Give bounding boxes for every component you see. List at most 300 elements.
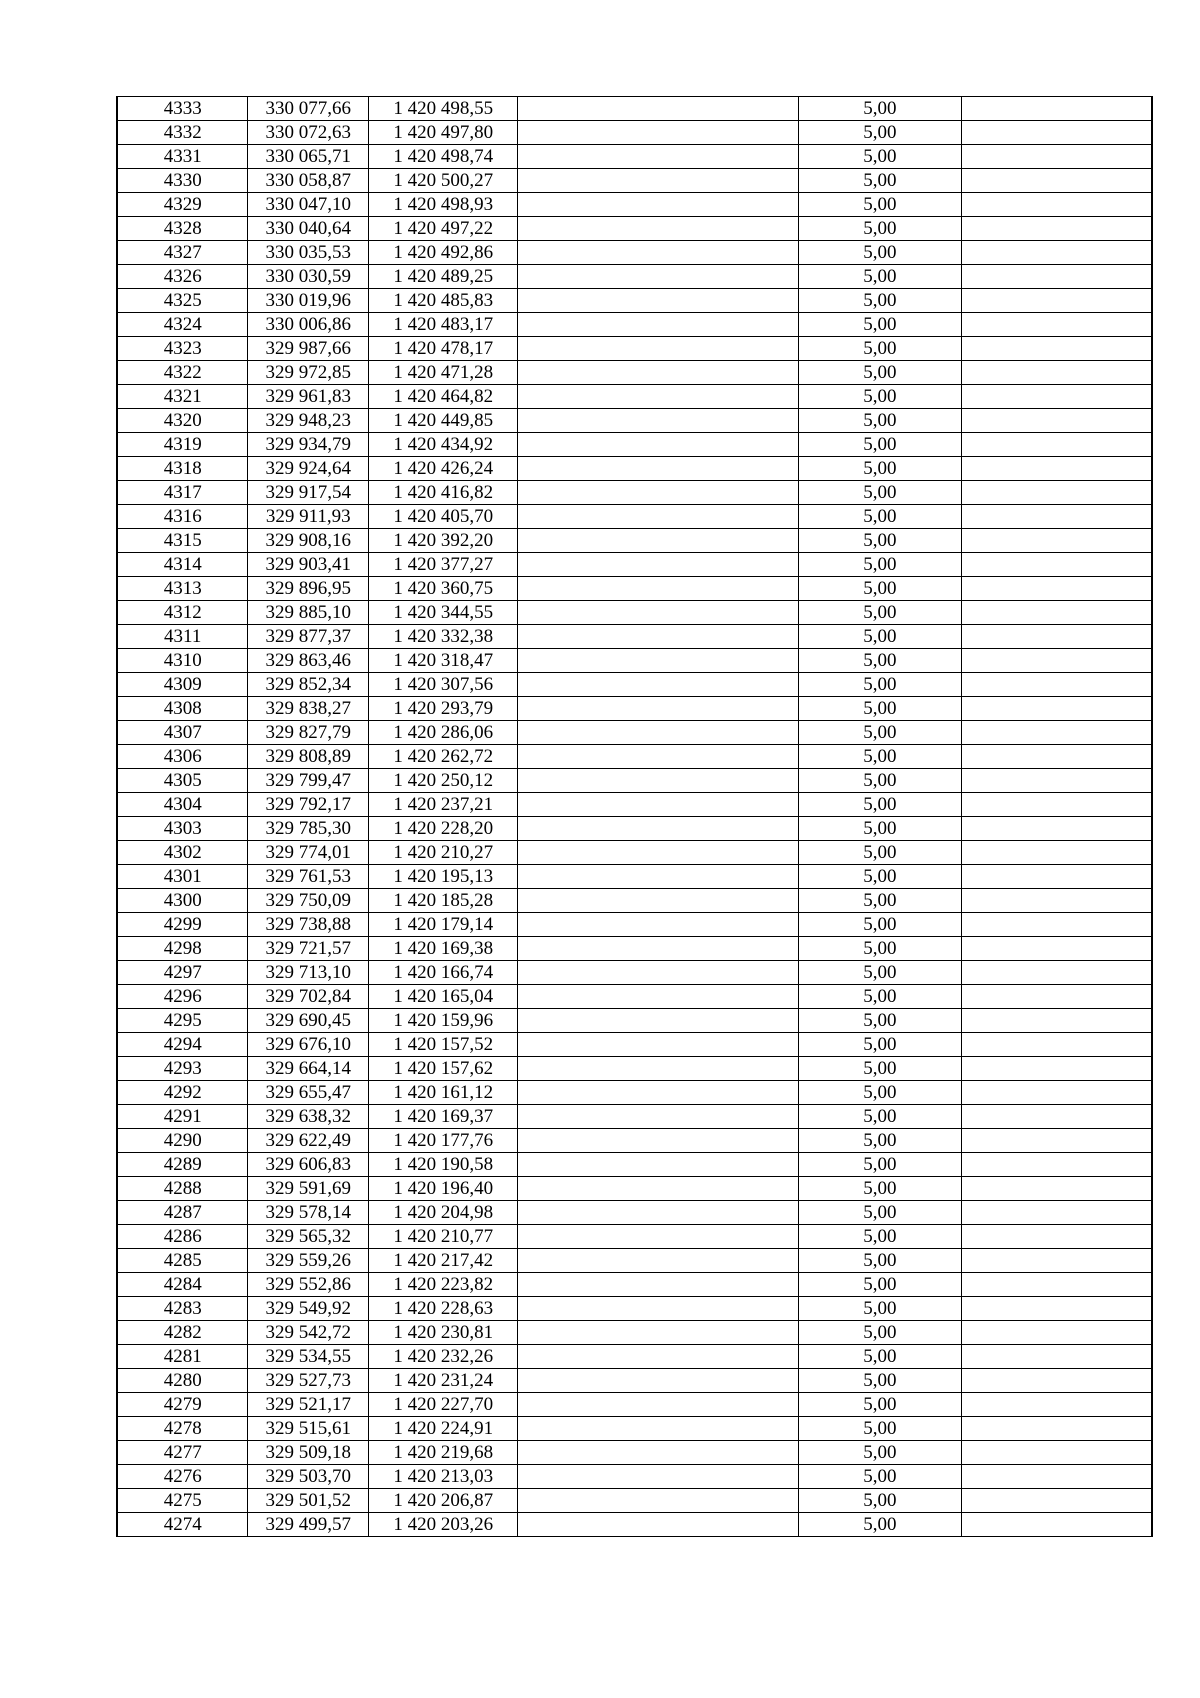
- x-coordinate-cell: 329 552,86: [248, 1273, 369, 1297]
- table-row: [117, 649, 1152, 673]
- empty-cell: [962, 1177, 1152, 1201]
- table-row: [117, 1393, 1152, 1417]
- value-cell: 5,00: [798, 985, 962, 1009]
- table-row: [117, 241, 1152, 265]
- table-row: [117, 457, 1152, 481]
- x-coordinate-cell: 329 702,84: [248, 985, 369, 1009]
- empty-cell: [962, 265, 1152, 289]
- y-coordinate-cell: 1 420 228,63: [369, 1297, 518, 1321]
- empty-cell: [518, 1177, 798, 1201]
- table-row: [117, 169, 1152, 193]
- empty-cell: [962, 409, 1152, 433]
- empty-cell: [962, 121, 1152, 145]
- value-cell: 5,00: [798, 505, 962, 529]
- x-coordinate-cell: 329 827,79: [248, 721, 369, 745]
- y-coordinate-cell: 1 420 250,12: [369, 769, 518, 793]
- point-number-cell: 4277: [117, 1441, 248, 1465]
- point-number-cell: 4316: [117, 505, 248, 529]
- empty-cell: [962, 1105, 1152, 1129]
- empty-cell: [518, 145, 798, 169]
- empty-cell: [962, 1009, 1152, 1033]
- empty-cell: [962, 889, 1152, 913]
- empty-cell: [518, 265, 798, 289]
- y-coordinate-cell: 1 420 492,86: [369, 241, 518, 265]
- value-cell: 5,00: [798, 577, 962, 601]
- point-number-cell: 4300: [117, 889, 248, 913]
- y-coordinate-cell: 1 420 210,77: [369, 1225, 518, 1249]
- point-number-cell: 4329: [117, 193, 248, 217]
- value-cell: 5,00: [798, 649, 962, 673]
- table-row: [117, 889, 1152, 913]
- point-number-cell: 4281: [117, 1345, 248, 1369]
- point-number-cell: 4325: [117, 289, 248, 313]
- y-coordinate-cell: 1 420 231,24: [369, 1369, 518, 1393]
- value-cell: 5,00: [798, 193, 962, 217]
- y-coordinate-cell: 1 420 219,68: [369, 1441, 518, 1465]
- point-number-cell: 4280: [117, 1369, 248, 1393]
- y-coordinate-cell: 1 420 332,38: [369, 625, 518, 649]
- value-cell: 5,00: [798, 1081, 962, 1105]
- point-number-cell: 4296: [117, 985, 248, 1009]
- empty-cell: [518, 289, 798, 313]
- empty-cell: [962, 1441, 1152, 1465]
- table-row: [117, 841, 1152, 865]
- point-number-cell: 4314: [117, 553, 248, 577]
- y-coordinate-cell: 1 420 157,62: [369, 1057, 518, 1081]
- y-coordinate-cell: 1 420 224,91: [369, 1417, 518, 1441]
- y-coordinate-cell: 1 420 169,37: [369, 1105, 518, 1129]
- x-coordinate-cell: 329 896,95: [248, 577, 369, 601]
- y-coordinate-cell: 1 420 483,17: [369, 313, 518, 337]
- x-coordinate-cell: 329 799,47: [248, 769, 369, 793]
- y-coordinate-cell: 1 420 498,55: [369, 97, 518, 121]
- empty-cell: [518, 937, 798, 961]
- empty-cell: [962, 577, 1152, 601]
- empty-cell: [518, 1201, 798, 1225]
- empty-cell: [962, 1465, 1152, 1489]
- point-number-cell: 4295: [117, 1009, 248, 1033]
- y-coordinate-cell: 1 420 449,85: [369, 409, 518, 433]
- table-row: [117, 721, 1152, 745]
- empty-cell: [518, 433, 798, 457]
- empty-cell: [962, 1489, 1152, 1513]
- empty-cell: [518, 313, 798, 337]
- point-number-cell: 4317: [117, 481, 248, 505]
- value-cell: 5,00: [798, 481, 962, 505]
- x-coordinate-cell: 330 077,66: [248, 97, 369, 121]
- x-coordinate-cell: 330 072,63: [248, 121, 369, 145]
- x-coordinate-cell: 329 948,23: [248, 409, 369, 433]
- table-row: [117, 1177, 1152, 1201]
- y-coordinate-cell: 1 420 179,14: [369, 913, 518, 937]
- empty-cell: [962, 145, 1152, 169]
- x-coordinate-cell: 329 565,32: [248, 1225, 369, 1249]
- empty-cell: [962, 793, 1152, 817]
- empty-cell: [962, 1273, 1152, 1297]
- empty-cell: [962, 769, 1152, 793]
- value-cell: 5,00: [798, 121, 962, 145]
- table-row: [117, 1057, 1152, 1081]
- value-cell: 5,00: [798, 673, 962, 697]
- empty-cell: [518, 385, 798, 409]
- value-cell: 5,00: [798, 553, 962, 577]
- empty-cell: [518, 193, 798, 217]
- point-number-cell: 4286: [117, 1225, 248, 1249]
- point-number-cell: 4289: [117, 1153, 248, 1177]
- empty-cell: [962, 553, 1152, 577]
- table-row: [117, 1225, 1152, 1249]
- empty-cell: [962, 289, 1152, 313]
- table-row: [117, 961, 1152, 985]
- value-cell: 5,00: [798, 1009, 962, 1033]
- coordinate-table: [116, 96, 1153, 1537]
- point-number-cell: 4318: [117, 457, 248, 481]
- table-row: [117, 1513, 1152, 1537]
- x-coordinate-cell: 329 808,89: [248, 745, 369, 769]
- x-coordinate-cell: 329 917,54: [248, 481, 369, 505]
- table-row: [117, 1297, 1152, 1321]
- y-coordinate-cell: 1 420 416,82: [369, 481, 518, 505]
- empty-cell: [518, 169, 798, 193]
- table-row: [117, 1033, 1152, 1057]
- point-number-cell: 4330: [117, 169, 248, 193]
- table-row: [117, 1249, 1152, 1273]
- y-coordinate-cell: 1 420 190,58: [369, 1153, 518, 1177]
- y-coordinate-cell: 1 420 203,26: [369, 1513, 518, 1537]
- x-coordinate-cell: 329 606,83: [248, 1153, 369, 1177]
- empty-cell: [962, 313, 1152, 337]
- empty-cell: [518, 697, 798, 721]
- x-coordinate-cell: 329 903,41: [248, 553, 369, 577]
- y-coordinate-cell: 1 420 471,28: [369, 361, 518, 385]
- empty-cell: [962, 1081, 1152, 1105]
- x-coordinate-cell: 329 924,64: [248, 457, 369, 481]
- table-row: [117, 217, 1152, 241]
- y-coordinate-cell: 1 420 157,52: [369, 1033, 518, 1057]
- x-coordinate-cell: 329 908,16: [248, 529, 369, 553]
- point-number-cell: 4323: [117, 337, 248, 361]
- point-number-cell: 4327: [117, 241, 248, 265]
- x-coordinate-cell: 329 863,46: [248, 649, 369, 673]
- point-number-cell: 4306: [117, 745, 248, 769]
- x-coordinate-cell: 329 972,85: [248, 361, 369, 385]
- value-cell: 5,00: [798, 697, 962, 721]
- table-row: [117, 577, 1152, 601]
- empty-cell: [962, 913, 1152, 937]
- x-coordinate-cell: 330 030,59: [248, 265, 369, 289]
- empty-cell: [518, 337, 798, 361]
- y-coordinate-cell: 1 420 392,20: [369, 529, 518, 553]
- x-coordinate-cell: 329 934,79: [248, 433, 369, 457]
- y-coordinate-cell: 1 420 500,27: [369, 169, 518, 193]
- x-coordinate-cell: 329 690,45: [248, 1009, 369, 1033]
- x-coordinate-cell: 329 591,69: [248, 1177, 369, 1201]
- y-coordinate-cell: 1 420 159,96: [369, 1009, 518, 1033]
- value-cell: 5,00: [798, 817, 962, 841]
- empty-cell: [518, 1153, 798, 1177]
- empty-cell: [962, 193, 1152, 217]
- value-cell: 5,00: [798, 1225, 962, 1249]
- y-coordinate-cell: 1 420 497,80: [369, 121, 518, 145]
- table-row: [117, 1009, 1152, 1033]
- empty-cell: [962, 505, 1152, 529]
- value-cell: 5,00: [798, 1369, 962, 1393]
- point-number-cell: 4326: [117, 265, 248, 289]
- x-coordinate-cell: 329 852,34: [248, 673, 369, 697]
- point-number-cell: 4307: [117, 721, 248, 745]
- table-row: [117, 505, 1152, 529]
- value-cell: 5,00: [798, 1129, 962, 1153]
- point-number-cell: 4322: [117, 361, 248, 385]
- point-number-cell: 4288: [117, 1177, 248, 1201]
- value-cell: 5,00: [798, 457, 962, 481]
- empty-cell: [518, 1345, 798, 1369]
- value-cell: 5,00: [798, 217, 962, 241]
- empty-cell: [962, 385, 1152, 409]
- table-row: [117, 1489, 1152, 1513]
- empty-cell: [962, 1201, 1152, 1225]
- point-number-cell: 4308: [117, 697, 248, 721]
- empty-cell: [518, 1393, 798, 1417]
- point-number-cell: 4312: [117, 601, 248, 625]
- empty-cell: [962, 673, 1152, 697]
- value-cell: 5,00: [798, 313, 962, 337]
- table-body: [117, 97, 1152, 1537]
- point-number-cell: 4303: [117, 817, 248, 841]
- point-number-cell: 4282: [117, 1321, 248, 1345]
- empty-cell: [518, 841, 798, 865]
- value-cell: 5,00: [798, 1393, 962, 1417]
- value-cell: 5,00: [798, 601, 962, 625]
- point-number-cell: 4333: [117, 97, 248, 121]
- empty-cell: [518, 745, 798, 769]
- x-coordinate-cell: 330 058,87: [248, 169, 369, 193]
- x-coordinate-cell: 329 578,14: [248, 1201, 369, 1225]
- empty-cell: [518, 673, 798, 697]
- empty-cell: [518, 577, 798, 601]
- table-row: [117, 361, 1152, 385]
- empty-cell: [518, 649, 798, 673]
- point-number-cell: 4283: [117, 1297, 248, 1321]
- value-cell: 5,00: [798, 793, 962, 817]
- empty-cell: [962, 1513, 1152, 1537]
- x-coordinate-cell: 329 761,53: [248, 865, 369, 889]
- x-coordinate-cell: 330 040,64: [248, 217, 369, 241]
- empty-cell: [962, 217, 1152, 241]
- value-cell: 5,00: [798, 1177, 962, 1201]
- empty-cell: [518, 721, 798, 745]
- empty-cell: [962, 1417, 1152, 1441]
- empty-cell: [518, 1057, 798, 1081]
- y-coordinate-cell: 1 420 318,47: [369, 649, 518, 673]
- point-number-cell: 4299: [117, 913, 248, 937]
- x-coordinate-cell: 329 785,30: [248, 817, 369, 841]
- empty-cell: [962, 241, 1152, 265]
- table-row: [117, 409, 1152, 433]
- value-cell: 5,00: [798, 841, 962, 865]
- x-coordinate-cell: 329 774,01: [248, 841, 369, 865]
- point-number-cell: 4284: [117, 1273, 248, 1297]
- y-coordinate-cell: 1 420 498,93: [369, 193, 518, 217]
- empty-cell: [962, 961, 1152, 985]
- empty-cell: [518, 361, 798, 385]
- value-cell: 5,00: [798, 913, 962, 937]
- table-row: [117, 433, 1152, 457]
- empty-cell: [962, 1153, 1152, 1177]
- empty-cell: [962, 481, 1152, 505]
- empty-cell: [962, 337, 1152, 361]
- empty-cell: [518, 985, 798, 1009]
- x-coordinate-cell: 329 713,10: [248, 961, 369, 985]
- value-cell: 5,00: [798, 1273, 962, 1297]
- table-row: [117, 937, 1152, 961]
- empty-cell: [518, 1225, 798, 1249]
- x-coordinate-cell: 329 622,49: [248, 1129, 369, 1153]
- empty-cell: [962, 529, 1152, 553]
- value-cell: 5,00: [798, 1105, 962, 1129]
- value-cell: 5,00: [798, 1489, 962, 1513]
- empty-cell: [518, 121, 798, 145]
- empty-cell: [518, 1081, 798, 1105]
- point-number-cell: 4310: [117, 649, 248, 673]
- value-cell: 5,00: [798, 385, 962, 409]
- table-row: [117, 121, 1152, 145]
- empty-cell: [962, 1393, 1152, 1417]
- point-number-cell: 4324: [117, 313, 248, 337]
- empty-cell: [518, 1321, 798, 1345]
- x-coordinate-cell: 329 542,72: [248, 1321, 369, 1345]
- empty-cell: [518, 889, 798, 913]
- y-coordinate-cell: 1 420 210,27: [369, 841, 518, 865]
- point-number-cell: 4287: [117, 1201, 248, 1225]
- empty-cell: [962, 1369, 1152, 1393]
- table-row: [117, 1465, 1152, 1489]
- empty-cell: [962, 169, 1152, 193]
- value-cell: 5,00: [798, 433, 962, 457]
- empty-cell: [518, 241, 798, 265]
- point-number-cell: 4304: [117, 793, 248, 817]
- point-number-cell: 4315: [117, 529, 248, 553]
- value-cell: 5,00: [798, 1153, 962, 1177]
- table-row: [117, 289, 1152, 313]
- x-coordinate-cell: 329 838,27: [248, 697, 369, 721]
- empty-cell: [518, 1273, 798, 1297]
- y-coordinate-cell: 1 420 177,76: [369, 1129, 518, 1153]
- table-row: [117, 1345, 1152, 1369]
- x-coordinate-cell: 330 065,71: [248, 145, 369, 169]
- empty-cell: [518, 553, 798, 577]
- empty-cell: [518, 97, 798, 121]
- table-row: [117, 193, 1152, 217]
- point-number-cell: 4279: [117, 1393, 248, 1417]
- point-number-cell: 4331: [117, 145, 248, 169]
- x-coordinate-cell: 329 676,10: [248, 1033, 369, 1057]
- x-coordinate-cell: 329 655,47: [248, 1081, 369, 1105]
- empty-cell: [518, 1417, 798, 1441]
- empty-cell: [518, 769, 798, 793]
- point-number-cell: 4319: [117, 433, 248, 457]
- table-row: [117, 1081, 1152, 1105]
- empty-cell: [962, 1297, 1152, 1321]
- x-coordinate-cell: 330 019,96: [248, 289, 369, 313]
- empty-cell: [518, 1489, 798, 1513]
- empty-cell: [518, 1033, 798, 1057]
- table-row: [117, 817, 1152, 841]
- empty-cell: [962, 1249, 1152, 1273]
- point-number-cell: 4294: [117, 1033, 248, 1057]
- x-coordinate-cell: 329 750,09: [248, 889, 369, 913]
- empty-cell: [518, 1009, 798, 1033]
- y-coordinate-cell: 1 420 196,40: [369, 1177, 518, 1201]
- empty-cell: [962, 865, 1152, 889]
- y-coordinate-cell: 1 420 478,17: [369, 337, 518, 361]
- y-coordinate-cell: 1 420 434,92: [369, 433, 518, 457]
- value-cell: 5,00: [798, 1345, 962, 1369]
- x-coordinate-cell: 329 911,93: [248, 505, 369, 529]
- point-number-cell: 4321: [117, 385, 248, 409]
- point-number-cell: 4278: [117, 1417, 248, 1441]
- value-cell: 5,00: [798, 961, 962, 985]
- y-coordinate-cell: 1 420 498,74: [369, 145, 518, 169]
- table-row: [117, 697, 1152, 721]
- point-number-cell: 4313: [117, 577, 248, 601]
- value-cell: 5,00: [798, 625, 962, 649]
- x-coordinate-cell: 329 738,88: [248, 913, 369, 937]
- y-coordinate-cell: 1 420 228,20: [369, 817, 518, 841]
- y-coordinate-cell: 1 420 204,98: [369, 1201, 518, 1225]
- table-row: [117, 1441, 1152, 1465]
- x-coordinate-cell: 329 534,55: [248, 1345, 369, 1369]
- x-coordinate-cell: 329 509,18: [248, 1441, 369, 1465]
- value-cell: 5,00: [798, 337, 962, 361]
- x-coordinate-cell: 329 961,83: [248, 385, 369, 409]
- x-coordinate-cell: 330 047,10: [248, 193, 369, 217]
- table-row: [117, 1417, 1152, 1441]
- point-number-cell: 4332: [117, 121, 248, 145]
- y-coordinate-cell: 1 420 185,28: [369, 889, 518, 913]
- x-coordinate-cell: 329 521,17: [248, 1393, 369, 1417]
- x-coordinate-cell: 329 987,66: [248, 337, 369, 361]
- point-number-cell: 4328: [117, 217, 248, 241]
- point-number-cell: 4311: [117, 625, 248, 649]
- value-cell: 5,00: [798, 865, 962, 889]
- value-cell: 5,00: [798, 169, 962, 193]
- y-coordinate-cell: 1 420 262,72: [369, 745, 518, 769]
- value-cell: 5,00: [798, 265, 962, 289]
- empty-cell: [962, 433, 1152, 457]
- table-row: [117, 1153, 1152, 1177]
- table-row: [117, 337, 1152, 361]
- value-cell: 5,00: [798, 361, 962, 385]
- empty-cell: [518, 481, 798, 505]
- empty-cell: [518, 457, 798, 481]
- table-row: [117, 529, 1152, 553]
- y-coordinate-cell: 1 420 230,81: [369, 1321, 518, 1345]
- empty-cell: [518, 529, 798, 553]
- empty-cell: [962, 1321, 1152, 1345]
- table-row: [117, 1273, 1152, 1297]
- y-coordinate-cell: 1 420 307,56: [369, 673, 518, 697]
- table-row: [117, 985, 1152, 1009]
- y-coordinate-cell: 1 420 195,13: [369, 865, 518, 889]
- point-number-cell: 4305: [117, 769, 248, 793]
- point-number-cell: 4309: [117, 673, 248, 697]
- y-coordinate-cell: 1 420 293,79: [369, 697, 518, 721]
- value-cell: 5,00: [798, 289, 962, 313]
- x-coordinate-cell: 329 527,73: [248, 1369, 369, 1393]
- empty-cell: [518, 1297, 798, 1321]
- empty-cell: [518, 913, 798, 937]
